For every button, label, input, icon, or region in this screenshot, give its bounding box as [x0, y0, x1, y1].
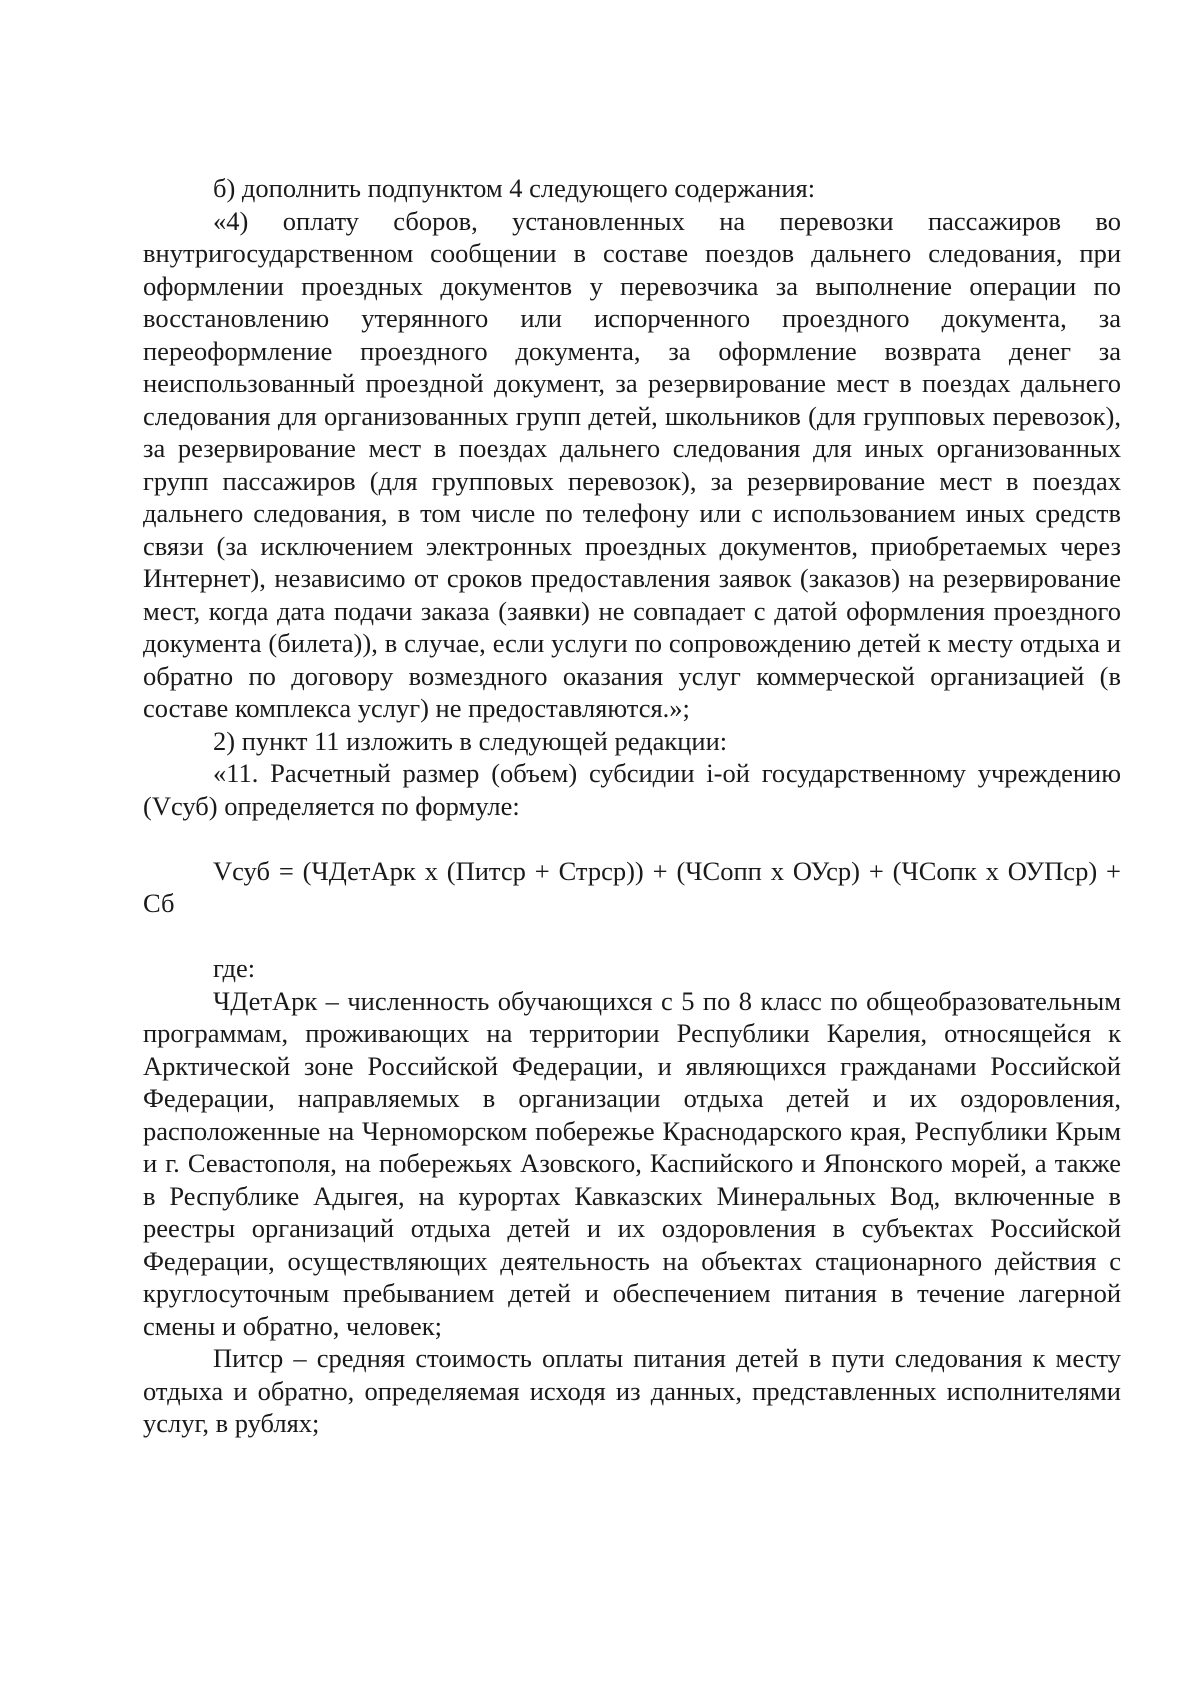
- paragraph-point-2: 2) пункт 11 изложить в следующей редакции:: [213, 725, 728, 756]
- definition-pitsr: Питср – средняя стоимость оплаты питания детей в пути следования к месту отдыха и обратно, определяемая исходя из данных, представленных исполнителями услуг, в рублях;: [143, 1343, 1121, 1438]
- definition-chdetark: ЧДетАрк – численность обучающихся с 5 по 8 класс по общеобразовательным программам, проживающих на территории Республики Карелия, относящейся к Арктической зоне Российской Федерации, и являющихся гражданами Российской Федерации, направляемых в организации отдыха детей и их оздоровления, расположенные на Черноморском побережье Краснодарского края, Республики Крым и г. Севастополя, на побережьях Азовского, Каспийского и Японского морей, а также в Республике Адыгея, на курортах Кавказских Минеральных Вод, включенные в реестры организаций отдыха детей и их оздоровления в субъектах Российской Федерации, осуществляющих деятельность на объектах стационарного действия с круглосуточным пребыванием детей и обеспечением питания в течение лагерной смены и обратно, человек;: [143, 985, 1121, 1341]
- paragraph-subpoint-4: «4) оплату сборов, установленных на перевозки пассажиров во внутригосударственном сообщении в составе поездов дальнего следования, при оформлении проездных документов у перевозчика за выполнение операции по восстановлению утерянного или испорченного проездного документа, за переоформление проездного документа, за оформление возврата денег за неиспользованный проездной документ, за резервирование мест в поездах дальнего следования для организованных групп детей, школьников (для групповых перевозок), за резервирование мест в поездах дальнего следования для иных организованных групп пассажиров (для групповых перевозок), за резервирование мест в поездах дальнего следования, в том числе по телефону или с использованием иных средств связи (за исключением электронных проездных документов, приобретаемых через Интернет), независимо от сроков предоставления заявок (заказов) на резервирование мест, когда дата подачи заказа (заявки) не совпадает с датой оформления проездного документа (билета)), в случае, если услуги по сопровождению детей к месту отдыха и обратно по договору возмездного оказания услуг коммерческой организацией (в составе комплекса услуг) не предоставляются.»;: [143, 205, 1121, 723]
- blank-line: [143, 822, 1121, 855]
- paragraph-where: где:: [213, 953, 256, 983]
- formula: Vсуб = (ЧДетАрк х (Питср + Стрср)) + (ЧСопп х ОУср) + (ЧСопк х ОУПср) + Сб: [143, 855, 1121, 918]
- document-body: [143, 172, 1121, 1440]
- paragraph-subpoint-b: б) дополнить подпунктом 4 следующего содержания:: [213, 173, 816, 203]
- paragraph-point-11: «11. Расчетный размер (объем) субсидии i-ой государственному учреждению (Vсуб) определяется по формуле:: [143, 758, 1121, 821]
- blank-line: [143, 920, 1121, 953]
